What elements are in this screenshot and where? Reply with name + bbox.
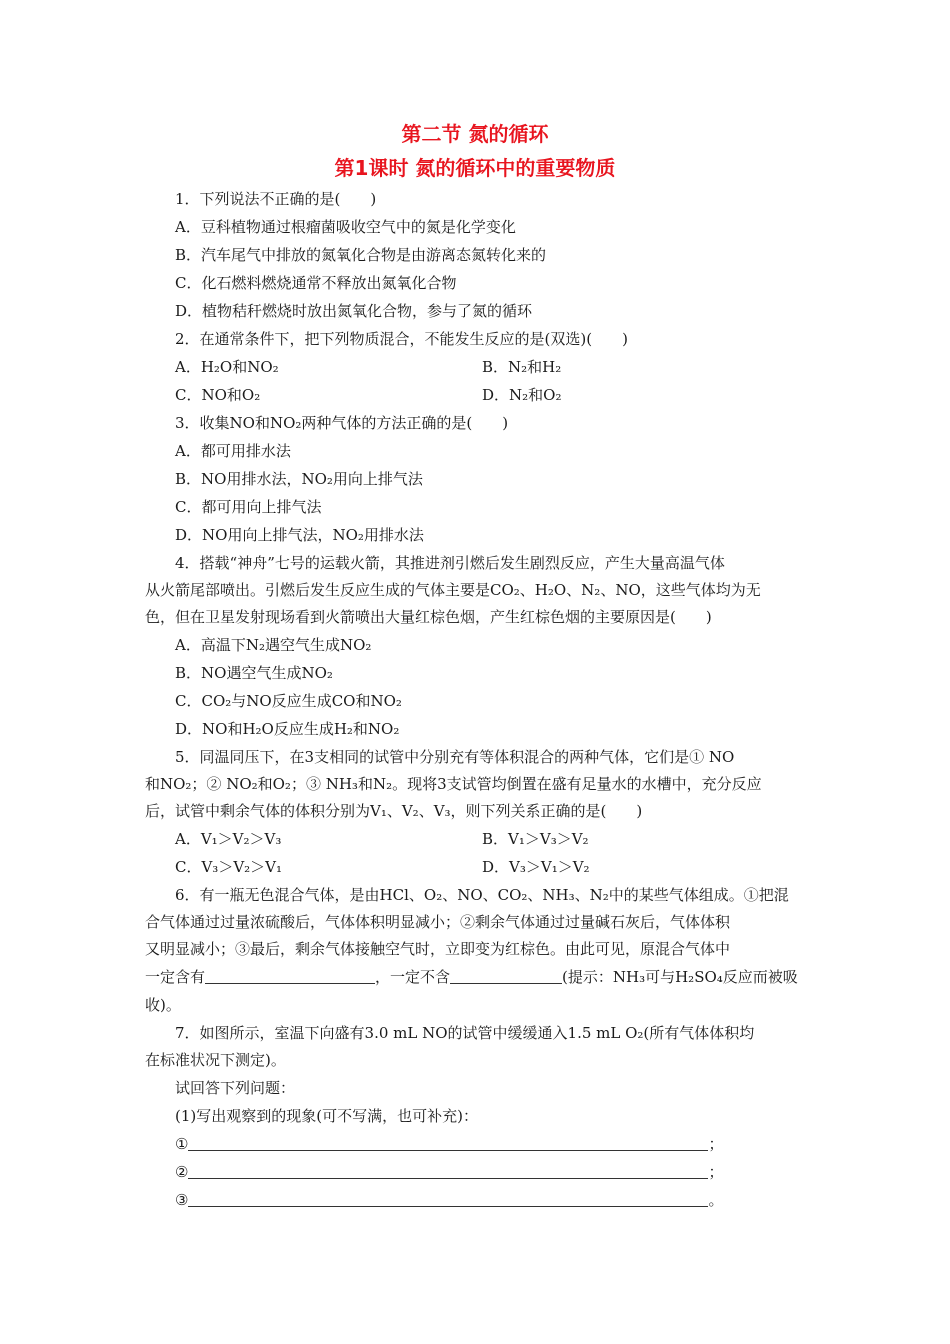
q7-answer-blank-3[interactable] (188, 1192, 708, 1207)
lesson-subtitle: 第1课时 氮的循环中的重要物质 (334, 156, 616, 180)
q7-marker-1: ① (175, 1135, 189, 1153)
q5-option-c: C．V₃＞V₂＞V₁ (175, 858, 283, 876)
q2-option-a: A．H₂O和NO₂ (175, 358, 279, 376)
q2-option-b: B．N₂和H₂ (482, 358, 562, 376)
q5-option-b: B．V₁＞V₃＞V₂ (482, 830, 589, 848)
q3-option-a: A．都可用排水法 (175, 442, 291, 460)
q5-option-a: A．V₁＞V₂＞V₃ (175, 830, 282, 848)
q4-line-3: 色，但在卫星发射现场看到火箭喷出大量红棕色烟，产生红棕色烟的主要原因是( ) (145, 608, 712, 626)
q3-option-b: B．NO用排水法，NO₂用向上排气法 (175, 470, 423, 488)
q4-option-c: C．CO₂与NO反应生成CO和NO₂ (175, 692, 402, 710)
q7-answer-blank-2[interactable] (188, 1164, 708, 1179)
q7-end-2: ； (708, 1163, 724, 1181)
q3-option-c: C．都可用向上排气法 (175, 498, 322, 516)
q7-answer-line-1 (175, 1134, 837, 1154)
q1-option-d: D．植物秸秆燃烧时放出氮氧化合物，参与了氮的循环 (175, 302, 533, 320)
q4-line-2: 从火箭尾部喷出。引燃后发生反应生成的气体主要是CO₂、H₂O、N₂、NO，这些气体均为无 (145, 581, 761, 599)
q5-line-1: 5．同温同压下，在3支相同的试管中分别充有等体积混合的两种气体，它们是① NO (175, 748, 735, 766)
q3-stem: 3．收集NO和NO₂两种气体的方法正确的是( ) (175, 414, 509, 432)
q5-option-d: D．V₃＞V₁＞V₂ (482, 858, 590, 876)
q2-option-c: C．NO和O₂ (175, 386, 261, 404)
q7-answer-blank-1[interactable] (188, 1136, 708, 1151)
q4-option-d: D．NO和H₂O反应生成H₂和NO₂ (175, 720, 400, 738)
q7-end-3: 。 (708, 1191, 724, 1209)
q7-prompt: 试回答下列问题： (175, 1079, 296, 1097)
q4-option-b: B．NO遇空气生成NO₂ (175, 664, 333, 682)
q7-answer-line-3 (175, 1190, 837, 1210)
q6-answer-blank-2[interactable] (450, 969, 562, 984)
q7-marker-2: ② (175, 1163, 189, 1181)
q2-option-d: D．N₂和O₂ (482, 386, 562, 404)
q4-option-a: A．高温下N₂遇空气生成NO₂ (175, 636, 372, 654)
q5-line-2: 和NO₂；② NO₂和O₂；③ NH₃和N₂。现将3支试管均倒置在盛有足量水的水槽中，充分反应 (145, 775, 762, 793)
q1-option-a: A．豆科植物通过根瘤菌吸收空气中的氮是化学变化 (175, 218, 516, 236)
q6-hint: (提示：NH₃可与H₂SO₄反应而被吸 (562, 968, 798, 986)
q7-answer-line-2 (175, 1162, 837, 1182)
q6-line-1: 6．有一瓶无色混合气体，是由HCl、O₂、NO、CO₂、NH₃、N₂中的某些气体组成。①把混 (175, 886, 789, 904)
q7-end-1: ； (708, 1135, 724, 1153)
q6-text-contains: 一定含有 (145, 968, 206, 986)
q6-text-excludes: ，一定不含 (375, 968, 451, 986)
q2-stem: 2．在通常条件下，把下列物质混合，不能发生反应的是(双选)( ) (175, 330, 628, 348)
q6-line-2: 合气体通过过量浓硫酸后，气体体积明显减小；②剩余气体通过过量碱石灰后，气体体积 (145, 913, 731, 931)
q1-option-b: B．汽车尾气中排放的氮氧化合物是由游离态氮转化来的 (175, 246, 547, 264)
section-title: 第二节 氮的循环 (401, 122, 549, 146)
q5-line-3: 后，试管中剩余气体的体积分别为V₁、V₂、V₃，则下列关系正确的是( ) (145, 802, 643, 820)
q6-line-3: 又明显减小；③最后，剩余气体接触空气时，立即变为红棕色。由此可见，原混合气体中 (145, 940, 731, 958)
q7-line-2: 在标准状况下测定)。 (145, 1051, 286, 1069)
q7-line-1: 7．如图所示，室温下向盛有3.0 mL NO的试管中缓缓通入1.5 mL O₂(所有气体体积均 (175, 1024, 755, 1042)
q7-marker-3: ③ (175, 1191, 189, 1209)
q1-stem: 1．下列说法不正确的是( ) (175, 190, 377, 208)
q1-option-c: C．化石燃料燃烧通常不释放出氮氧化合物 (175, 274, 457, 292)
q3-option-d: D．NO用向上排气法，NO₂用排水法 (175, 526, 424, 544)
q6-line-4 (145, 967, 807, 987)
q6-line-5: 收)。 (145, 996, 181, 1014)
q4-line-1: 4．搭载“神舟”七号的运载火箭，其推进剂引燃后发生剧烈反应，产生大量高温气体 (175, 554, 725, 572)
q7-sub-question-1: (1)写出观察到的现象(可不写满，也可补充)： (175, 1107, 478, 1125)
q6-answer-blank-1[interactable] (205, 969, 375, 984)
